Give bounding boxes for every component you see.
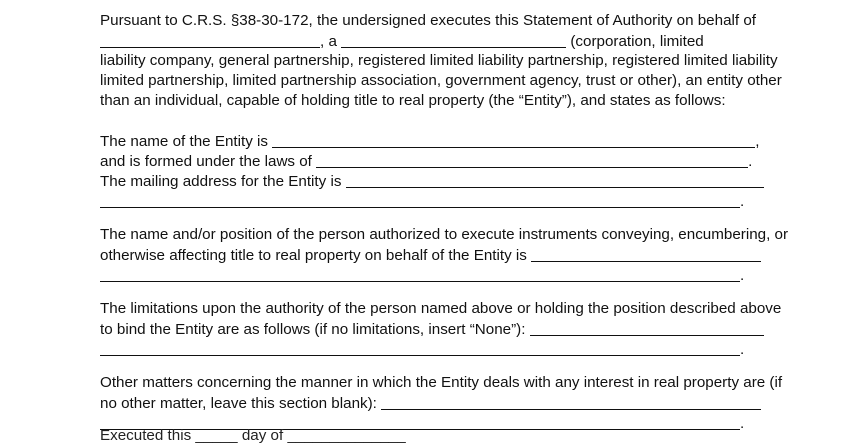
footer-partial-text: Executed this _____ day of ______________ (100, 427, 406, 444)
entity-laws-label: and is formed under the laws of (100, 153, 312, 170)
entity-address-end: . (740, 193, 745, 210)
entity-name-end: , (755, 133, 760, 150)
limits-field-1[interactable] (530, 321, 764, 336)
intro-line-5 (100, 91, 750, 111)
entity-laws-line (100, 151, 753, 171)
intro-line-2 (100, 31, 750, 51)
intro-line-3 (100, 51, 778, 71)
intro-line-1 (100, 11, 756, 31)
other-field-1[interactable] (381, 395, 761, 410)
limits-label: to bind the Entity are as follows (if no limitations, insert “None”): (100, 321, 526, 338)
entity-address-label: The mailing address for the Entity is (100, 173, 342, 190)
limits-end: . (740, 341, 745, 358)
person-line-2 (100, 245, 750, 265)
person-label: otherwise affecting title to real property on behalf of the Entity is (100, 247, 527, 264)
entity-name-line (100, 131, 760, 151)
intro-text-5: than an individual, capable of holding title to real property (the “Entity”), and states as follows: (100, 92, 726, 109)
limits-text-1: The limitations upon the authority of the person named above or holding the position described above (100, 300, 782, 317)
intro-text-4: limited partnership, limited partnership association, government agency, trust or other), an entity other (100, 72, 782, 89)
intro-text-2b: (corporation, limited (570, 33, 704, 50)
intro-text-2a: , a (320, 33, 337, 50)
person-line-3 (100, 265, 750, 285)
intro-text-3: liability company, general partnership, registered limited liability partnership, registered limited liability (100, 52, 778, 69)
other-line-1 (100, 373, 783, 393)
entity-type-blank[interactable] (341, 33, 566, 48)
person-line-1 (100, 225, 789, 245)
footer-partial-line (100, 426, 750, 444)
entity-laws-field[interactable] (316, 153, 748, 168)
limits-field-2[interactable] (100, 341, 740, 356)
person-field-1[interactable] (531, 247, 761, 262)
other-line-2 (100, 393, 750, 413)
entity-address-field-1[interactable] (346, 173, 764, 188)
limits-line-2 (100, 319, 750, 339)
entity-address-field-2[interactable] (100, 193, 740, 208)
intro-line-4 (100, 71, 782, 91)
entity-address-line-2 (100, 191, 750, 211)
entity-address-line (100, 171, 750, 191)
limits-line-1 (100, 299, 782, 319)
intro-text-1: Pursuant to C.R.S. §38-30-172, the undersigned executes this Statement of Authority on behalf of (100, 12, 756, 29)
person-text-1: The name and/or position of the person authorized to execute instruments conveying, encumbering, or (100, 226, 789, 243)
entity-name-blank[interactable] (100, 33, 320, 48)
person-end: . (740, 267, 745, 284)
entity-laws-end: . (748, 153, 753, 170)
entity-name-label: The name of the Entity is (100, 133, 268, 150)
other-end: . (740, 415, 745, 432)
entity-name-field[interactable] (272, 133, 755, 148)
limits-line-3 (100, 339, 750, 359)
other-text-1: Other matters concerning the manner in which the Entity deals with any interest in real property are (if (100, 374, 783, 391)
other-label: no other matter, leave this section blank): (100, 395, 377, 412)
person-field-2[interactable] (100, 267, 740, 282)
